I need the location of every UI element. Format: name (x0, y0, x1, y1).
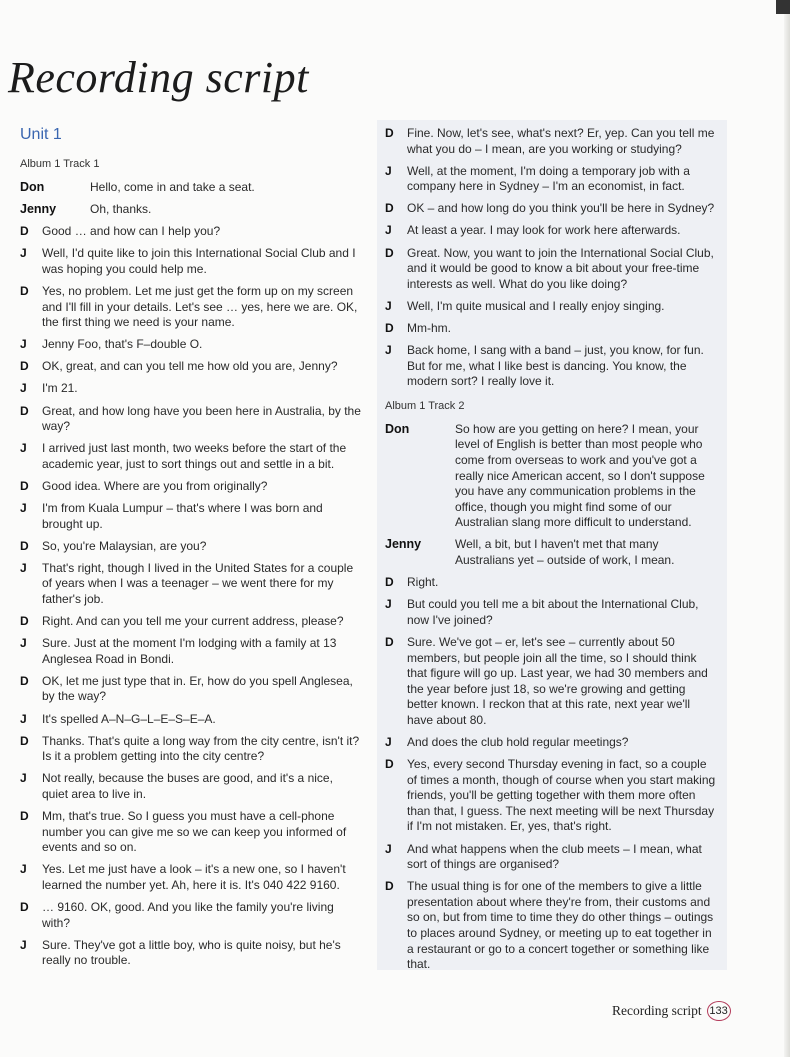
dialogue-text: Sure. They've got a little boy, who is quite noisy, but he's really no trouble. (42, 937, 341, 968)
speaker-label: D (385, 634, 394, 649)
speaker-label: D (385, 879, 394, 894)
dialogue-text: OK, let me just type that in. Er, how do you spell Anglesea, by the way? (42, 673, 353, 704)
page-title: Recording script (8, 53, 309, 102)
speaker-label: J (385, 298, 392, 313)
dialogue-line (385, 321, 719, 337)
dialogue-line (20, 636, 362, 667)
speaker-label: D (385, 201, 394, 216)
dialogue-text: Not really, because the buses are good, and it's a nice, quiet area to live in. (42, 771, 333, 801)
dialogue-text: Mm, that's true. So I guess you must have a cell-phone number you can give me so we can keep you informed of events and so on. (42, 809, 347, 855)
dialogue-list (385, 422, 719, 973)
dialogue-text: Well, I'm quite musical and I really enjoy singing. (407, 298, 665, 313)
speaker-label: Don (385, 421, 410, 436)
dialogue-line (385, 246, 719, 293)
speaker-label: D (385, 245, 394, 260)
dialogue-text: Well, I'd quite like to join this International Social Club and I was hoping you could help me. (42, 246, 356, 276)
dialogue-line (20, 862, 362, 893)
dialogue-line (20, 337, 362, 353)
dialogue-text: OK – and how long do you think you'll be here in Sydney? (407, 201, 715, 216)
dialogue-line (20, 900, 362, 931)
dialogue-list (20, 180, 362, 969)
speaker-label: D (20, 403, 29, 418)
dialogue-line (385, 422, 719, 531)
speaker-label: J (20, 937, 27, 952)
speaker-label: J (20, 246, 27, 261)
dialogue-line (20, 712, 362, 728)
page-footer (612, 1001, 731, 1021)
dialogue-text: Well, a bit, but I haven't met that many Australians yet – outside of work, I mean. (455, 537, 675, 568)
dialogue-text: The usual thing is for one of the members to give a little presentation about where they're from, their customs and so on, but from time to time they do other things – outings to places around Sydney, or meeting up to eat together in a restaurant or go to a concert together or something like that. (407, 879, 714, 972)
dialogue-line (385, 164, 719, 195)
dialogue-text: Good … and how can I help you? (42, 224, 221, 239)
speaker-label: D (20, 614, 29, 629)
dialogue-text: Fine. Now, let's see, what's next? Er, yep. Can you tell me what you do – I mean, are you working or studying? (407, 126, 715, 156)
speaker-label: D (385, 757, 394, 772)
dialogue-text: Right. And can you tell me your current address, please? (42, 614, 344, 629)
speaker-label: J (20, 381, 27, 396)
dialogue-text: OK, great, and can you tell me how old you are, Jenny? (42, 359, 338, 374)
dialogue-text: Well, at the moment, I'm doing a temporary job with a company here in Sydney – I'm an economist, in fact. (407, 163, 690, 194)
dialogue-line (20, 224, 362, 240)
left-column (10, 120, 370, 988)
dialogue-line (385, 126, 719, 157)
dialogue-text: Back home, I sang with a band – just, you know, for fun. But for me, what I like best is dancing. You know, the modern sort? I really love it. (407, 343, 704, 389)
speaker-label: J (385, 597, 392, 612)
dialogue-line (20, 734, 362, 765)
dialogue-text: I'm from Kuala Lumpur – that's where I was born and brought up. (42, 501, 323, 531)
dialogue-text: Great, and how long have you been here in Australia, by the way? (42, 403, 361, 434)
speaker-label: D (385, 126, 394, 140)
dialogue-line (20, 284, 362, 331)
speaker-label: J (20, 560, 27, 575)
page-number: 133 (707, 1001, 731, 1021)
dialogue-text: At least a year. I may look for work here afterwards. (407, 223, 681, 238)
dialogue-text: … 9160. OK, good. And you like the family you're living with? (42, 899, 334, 930)
dialogue-line (385, 575, 719, 591)
track-label: Album 1 Track 1 (20, 158, 100, 170)
speaker-label: D (20, 538, 29, 553)
speaker-label: J (20, 337, 27, 352)
dialogue-text: And does the club hold regular meetings? (407, 735, 629, 749)
dialogue-line (20, 381, 362, 397)
dialogue-line (20, 809, 362, 856)
dialogue-line (385, 537, 719, 568)
dialogue-text: So, you're Malaysian, are you? (42, 538, 207, 553)
dialogue-line (20, 180, 362, 196)
dialogue-line (20, 561, 362, 608)
dialogue-line (385, 879, 719, 973)
dialogue-text: Sure. Just at the moment I'm lodging with a family at 13 Anglesea Road in Bondi. (42, 636, 337, 666)
dialogue-text: Jenny Foo, that's F–double O. (42, 337, 203, 352)
dialogue-line (385, 343, 719, 390)
speaker-label: D (20, 359, 29, 374)
dialogue-line (20, 771, 362, 802)
speaker-label: J (20, 441, 27, 456)
dialogue-line (385, 597, 719, 628)
speaker-label: D (20, 733, 29, 748)
dialogue-text: Great. Now, you want to join the International Social Club, and it would be good to know a bit about your free-time interests as well. What do you like doing? (407, 245, 714, 291)
footer-label: Recording script (612, 1003, 702, 1018)
dialogue-line (20, 441, 362, 472)
right-column (377, 120, 727, 970)
dialogue-text: Oh, thanks. (90, 202, 152, 217)
dialogue-line (20, 539, 362, 555)
speaker-label: J (385, 223, 392, 238)
speaker-label: D (20, 899, 29, 914)
speaker-label: D (20, 673, 29, 688)
dialogue-text: I'm 21. (42, 381, 78, 396)
speaker-label: J (20, 636, 27, 651)
dialogue-list (385, 126, 719, 390)
dialogue-text: Yes. Let me just have a look – it's a new one, so I haven't learned the number yet. Ah, here it is. It's 040 422 9160. (42, 862, 346, 892)
dialogue-line (20, 614, 362, 630)
dialogue-line (20, 202, 362, 218)
dialogue-text: I arrived just last month, two weeks before the start of the academic year, just to sort things out and settle in a bit. (42, 441, 347, 471)
dialogue-text: Yes, no problem. Let me just get the form up on my screen and I'll fill in your details. Let's see … yes, here we are. OK, the first thing we need is your name. (42, 283, 358, 330)
dialogue-line (20, 359, 362, 375)
speaker-label: J (385, 841, 392, 856)
dialogue-text: But could you tell me a bit about the International Club, now I've joined? (407, 597, 699, 627)
speaker-label: J (20, 711, 27, 726)
dialogue-text: That's right, though I lived in the United States for a couple of years when I was a teenager – we went there for my father's job. (42, 560, 354, 606)
dialogue-text: Yes, every second Thursday evening in fact, so a couple of times a month, though of course when you start making friends, you'll be getting together with them more often than that, I guess. The next meeting will be next Thursday if I'm not mistaken. Er, yes, that's right. (407, 757, 716, 834)
speaker-label: J (20, 501, 27, 515)
speaker-label: J (385, 163, 392, 178)
speaker-label: Jenny (20, 202, 57, 217)
speaker-label: Don (20, 180, 45, 194)
speaker-label: D (385, 320, 394, 335)
dialogue-text: So how are you getting on here? I mean, your level of English is better than most people who come from overseas to work and you've got a really nice American accent, so I don't suppose you have any communication problems in the office, though you might find some of our Australian slang more difficult to understand. (455, 421, 705, 530)
dialogue-line (385, 757, 719, 835)
dialogue-line (385, 635, 719, 729)
dialogue-text: And what happens when the club meets – I mean, what sort of things are organised? (407, 841, 702, 872)
speaker-label: D (20, 809, 29, 823)
dialogue-text: Mm-hm. (407, 320, 451, 335)
dialogue-text: Thanks. That's quite a long way from the city centre, isn't it? Is it a problem getting into the city centre? (42, 733, 360, 764)
dialogue-line (385, 201, 719, 217)
dialogue-line (20, 501, 362, 532)
dialogue-line (385, 842, 719, 873)
speaker-label: Jenny (385, 537, 422, 552)
speaker-label: J (385, 343, 392, 358)
dialogue-text: Sure. We've got – er, let's see – currently about 50 members, but people join all the time, so I should think that figure will go up. Last year, we had 30 members and the year before just 18, so we're growing and getting better known. I reckon that at this rate, next year we'll have about 80. (407, 634, 708, 727)
speaker-label: J (20, 862, 27, 877)
dialogue-line (385, 223, 719, 239)
page-edge-shadow (784, 0, 790, 1057)
dialogue-text: Hello, come in and take a seat. (90, 180, 255, 194)
dialogue-text: Good idea. Where are you from originally? (42, 478, 268, 493)
dialogue-line (20, 246, 362, 277)
dialogue-text: It's spelled A–N–G–L–E–S–E–A. (42, 711, 216, 726)
dialogue-line (385, 735, 719, 751)
dialogue-line (20, 938, 362, 969)
unit-heading: Unit 1 (20, 126, 62, 143)
speaker-label: J (385, 735, 392, 749)
corner-mark (776, 0, 790, 14)
track-label: Album 1 Track 2 (385, 399, 465, 412)
speaker-label: D (20, 283, 29, 298)
dialogue-line (385, 299, 719, 315)
speaker-label: D (20, 224, 29, 239)
dialogue-text: Right. (407, 575, 439, 590)
speaker-label: D (20, 478, 29, 493)
dialogue-line (20, 674, 362, 705)
dialogue-line (20, 479, 362, 495)
dialogue-line (20, 404, 362, 435)
speaker-label: D (385, 575, 394, 590)
speaker-label: J (20, 771, 27, 786)
